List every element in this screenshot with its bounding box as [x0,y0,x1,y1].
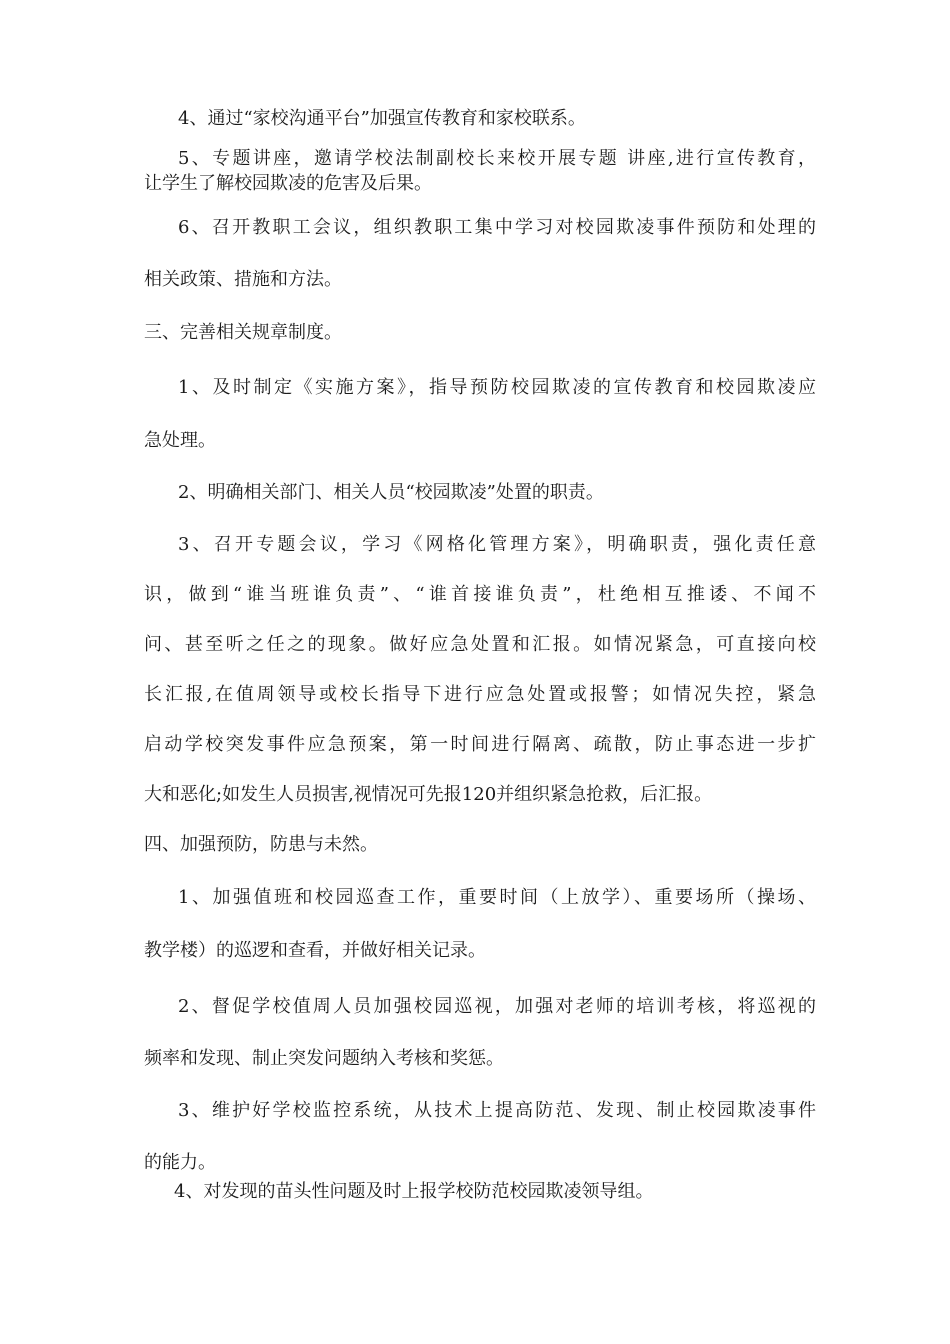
paragraph-line: 4、对发现的苗头性问题及时上报学校防范校园欺凌领导组。 [174,1181,654,1202]
paragraph-line: 频率和发现、制止突发问题纳入考核和奖惩。 [144,1048,504,1069]
section-heading: 四、加强预防，防患与未然。 [144,834,378,855]
paragraph-line: 长汇报,在值周领导或校长指导下进行应急处置或报警；如情况失控，紧急 [144,684,816,705]
section-heading: 三、完善相关规章制度。 [144,322,342,343]
paragraph-line: 3、维护好学校监控系统，从技术上提高防范、发现、制止校园欺凌事件 [178,1100,816,1121]
paragraph-line: 6、召开教职工会议，组织教职工集中学习对校园欺凌事件预防和处理的 [178,217,816,238]
paragraph-line: 5、专题讲座，邀请学校法制副校长来校开展专题 讲座,进行宣传教育， [178,148,816,169]
paragraph-line: 启动学校突发事件应急预案，第一时间进行隔离、疏散，防止事态进一步扩 [144,734,816,755]
paragraph-line: 2、明确相关部门、相关人员“校园欺凌”处置的职责。 [178,482,604,503]
paragraph-line: 相关政策、措施和方法。 [144,269,342,290]
paragraph-line: 教学楼）的巡逻和查看，并做好相关记录。 [144,940,486,961]
paragraph-line: 4、通过“家校沟通平台”加强宣传教育和家校联系。 [178,108,586,129]
paragraph-line: 1、及时制定《实施方案》，指导预防校园欺凌的宣传教育和校园欺凌应 [178,377,816,398]
paragraph-line: 识，做到“谁当班谁负责”、“谁首接谁负责”，杜绝相互推诿、不闻不 [144,584,816,605]
paragraph-line: 的能力。 [144,1152,216,1173]
paragraph-line: 让学生了解校园欺凌的危害及后果。 [144,173,432,194]
paragraph-line: 急处理。 [144,430,216,451]
paragraph-line: 大和恶化;如发生人员损害,视情况可先报120并组织紧急抢救，后汇报。 [144,784,713,805]
paragraph-line: 3、召开专题会议，学习《网格化管理方案》，明确职责，强化责任意 [178,534,816,555]
paragraph-line: 问、甚至听之任之的现象。做好应急处置和汇报。如情况紧急，可直接向校 [144,634,816,655]
paragraph-line: 2、督促学校值周人员加强校园巡视，加强对老师的培训考核，将巡视的 [178,996,816,1017]
paragraph-line: 1、加强值班和校园巡查工作，重要时间（上放学）、重要场所（操场、 [178,887,816,908]
